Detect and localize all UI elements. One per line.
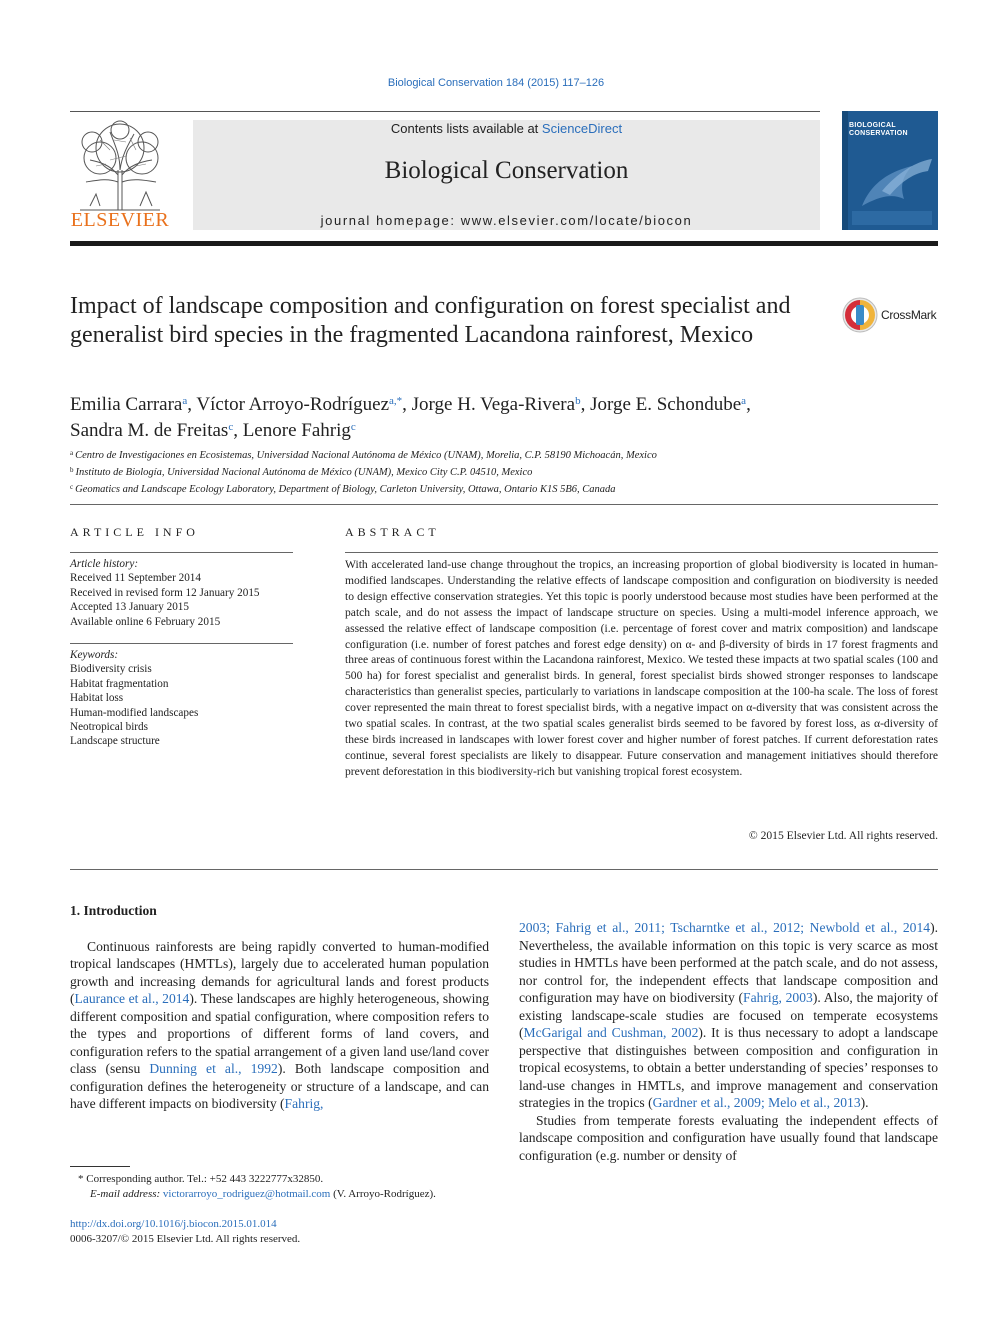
intro-column-1 [70, 902, 489, 1113]
keyword: Habitat fragmentation [70, 677, 169, 690]
sciencedirect-link[interactable]: ScienceDirect [541, 121, 623, 136]
journal-banner [193, 120, 820, 230]
history-item: Received in revised form 12 January 2015 [70, 586, 260, 599]
section-heading: 1. Introduction [70, 903, 157, 918]
intro-paragraph: Continuous rainforests are being rapidly converted to human-modified tropical landscapes (HMTLs), largely due to accelerated human population growth and increasing demands for agricultural lands and forest products (Laurance et al., 2014). These landscapes are highly heterogeneous, showing different composition and spatial configuration, where composition refers to the types and proportions of different forms of land covers, and configuration refers to the spatial arrangement of a given land use/land cover class (sensu Dunning et al., 1992). Both landscape composition and configuration defines the heterogeneity or structure of a landscape, and can have different impacts on biodiversity (Fahrig, [70, 938, 489, 1111]
corresponding-author: * Corresponding author. Tel.: +52 443 3222777x32850. [78, 1173, 324, 1185]
reference-link[interactable]: Laurance et al., 2014 [74, 991, 190, 1006]
abstract-copyright: © 2015 Elsevier Ltd. All rights reserved. [748, 829, 938, 842]
article-title: Impact of landscape composition and configuration on forest specialist and generalist bird species in the fragmented Lacandona rainforest, Mexico [70, 293, 791, 348]
crossmark-icon [842, 297, 878, 333]
cover-title: BIOLOGICAL CONSERVATION [849, 122, 908, 137]
doi-block [70, 1217, 470, 1246]
intro-paragraph: Studies from temperate forests evaluating the independent effects of landscape composition and configuration have usually found that landscape configuration (e.g. number or density of [519, 1112, 938, 1163]
journal-homepage[interactable]: journal homepage: www.elsevier.com/locate/biocon [320, 213, 693, 228]
elsevier-tree-icon [70, 120, 170, 212]
publisher-name: ELSEVIER [70, 209, 170, 231]
author[interactable]: Lenore Fahrig [242, 420, 351, 441]
article-history: Article history: Received 11 September 2014 Received in revised form 12 January 2015 Accepted 13 January 2015 Available online 6 February 2015 [70, 557, 293, 629]
footnote [70, 1172, 550, 1201]
history-item: Received 11 September 2014 [70, 572, 201, 585]
issn-line: 0006-3207/© 2015 Elsevier Ltd. All rights reserved. [70, 1232, 301, 1245]
keyword: Neotropical birds [70, 721, 148, 734]
abstract-text: With accelerated land-use change throughout the tropics, an increasing proportion of global biodiversity is located in human-modified landscapes. Understanding the relative effects of landscape composition and configuration on biodiversity is needed to design effective conservation strategies. Yet this topic is poorly understood because most studies have been performed at the patch scale, and do not assess the impact of landscape structure on species. Using a multi-model inference approach, we assessed the relative effect of landscape composition (i.e. percentage of forest cover and matrix composition) and landscape configuration (i.e. number of forest patches and forest edge density) on α- and β-diversity of birds in 17 forest fragments and three areas of continuous forest within the Lacandona rainforest, Mexico. We tested these impacts at two spatial scales (100 and 500 ha) for forest specialist and generalist birds. In general, forest specialist birds showed stronger responses to landscape characteristics than generalist species, particularly to variations in landscape composition at the 100-ha scale. The loss of forest cover represented the main threat to forest specialist birds, with a negative impact on α-diversity that was consistent across the two spatial scales. In contrast, at the two spatial scales generalist birds seemed to be favored by forest loss, as α-diversity of these birds increased in landscapes with lower forest cover and higher number of forest patches. If current deforestation rates continue, several forest specialists are likely to disappear. Future conservation and management initiatives should therefore prevent deforestation in this biodiversity-rich but vanishing tropical forest ecosystem. [345, 558, 938, 778]
author[interactable]: Sandra M. de Freitas [70, 420, 229, 441]
cover-bird-icon [842, 111, 938, 230]
reference-link[interactable]: 2003; Fahrig et al., 2011; Tscharntke et al., 2012; Newbold et al., 2014 [519, 920, 931, 935]
keyword: Biodiversity crisis [70, 663, 152, 676]
keyword: Human-modified landscapes [70, 706, 199, 719]
crossmark-label: CrossMark [881, 308, 937, 322]
affiliations [70, 446, 870, 498]
author[interactable]: Jorge E. Schondube [590, 394, 742, 415]
author-list: Emilia Carrara$^a$, Víctor Arroyo-Rodríguez$^{a,*}$, Jorge H. Vega-Rivera$^b$, Jorge E. Schondube$^a$, Sandra M. de Freitas$^c$, Lenore Fahrig$^c$ [70, 394, 751, 441]
header-thick-rule [70, 241, 938, 246]
intro-column-2 [519, 919, 938, 1164]
reference-link[interactable]: Fahrig, 2003 [743, 990, 813, 1005]
header-rule [70, 111, 820, 112]
history-item: Accepted 13 January 2015 [70, 601, 189, 614]
abstract-rule [345, 552, 938, 553]
author[interactable]: Víctor Arroyo-Rodríguez [196, 394, 390, 415]
abstract-heading: ABSTRACT [345, 525, 440, 539]
affiliation: $^c$ Geomatics and Landscape Ecology Laboratory, Department of Biology, Carleton University, Ottawa, Ontario K1S 5B6, Canada [70, 483, 616, 496]
footnote-rule [70, 1166, 130, 1167]
doi-link[interactable]: http://dx.doi.org/10.1016/j.biocon.2015.01.014 [70, 1218, 277, 1230]
keyword: Habitat loss [70, 692, 124, 705]
info-rule [70, 643, 293, 644]
author[interactable]: Jorge H. Vega-Rivera [411, 394, 576, 415]
keywords: Keywords: Biodiversity crisis Habitat fragmentation Habitat loss Human-modified landscapes Neotropical birds Landscape structure [70, 648, 293, 749]
keyword: Landscape structure [70, 735, 160, 748]
affiliation: $^a$ Centro de Investigaciones en Ecosistemas, Universidad Nacional Autónoma de México (UNAM), Morelia, C.P. 58190 Michoacán, Mexico [70, 449, 657, 461]
affiliation: $^b$ Instituto de Biología, Universidad Nacional Autónoma de México (UNAM), Mexico City C.P. 04510, Mexico [70, 466, 533, 479]
journal-title: Biological Conservation [384, 157, 629, 184]
reference-link[interactable]: Dunning et al., 1992 [149, 1061, 278, 1076]
contents-line: Contents lists available at ScienceDirect [390, 121, 623, 136]
reference-link[interactable]: Gardner et al., 2009; Melo et al., 2013 [652, 1095, 861, 1110]
history-item: Available online 6 February 2015 [70, 615, 221, 628]
info-rule [70, 552, 293, 553]
article-info-heading: ARTICLE INFO [70, 525, 199, 539]
journal-citation[interactable]: Biological Conservation 184 (2015) 117–126 [387, 77, 605, 89]
journal-cover[interactable] [842, 111, 938, 230]
reference-link[interactable]: Fahrig, [284, 1096, 324, 1111]
email-line: E-mail address: victorarroyo_rodriguez@hotmail.com (V. Arroyo-Rodríguez). [90, 1187, 436, 1200]
reference-link[interactable]: McGarigal and Cushman, 2002 [523, 1025, 699, 1040]
email-link[interactable]: victorarroyo_rodriguez@hotmail.com [162, 1187, 331, 1200]
intro-paragraph: 2003; Fahrig et al., 2011; Tscharntke et al., 2012; Newbold et al., 2014). Nevertheless, the available information on this topic is very scarce as most studies in HMTLs have been performed at the patch scale, and do not assess, nor control for, the independent effects that landscape composition and configuration may have on biodiversity (Fahrig, 2003). Also, the majority of existing landscape-scale studies are focused on temperate ecosystems (McGarigal and Cushman, 2002). It is thus necessary to adopt a landscape perspective that distinguishes between composition and configuration in tropical ecosystems, to obtain a better understanding of species’ responses to land-use changes in HMTLs, and improve management and conservation strategies in the tropics (Gardner et al., 2009; Melo et al., 2013). [519, 920, 938, 1110]
section-rule [70, 504, 938, 505]
section-rule [70, 869, 938, 870]
elsevier-logo [70, 120, 170, 232]
crossmark-badge[interactable] [842, 297, 942, 333]
author[interactable]: Emilia Carrara [70, 394, 183, 415]
